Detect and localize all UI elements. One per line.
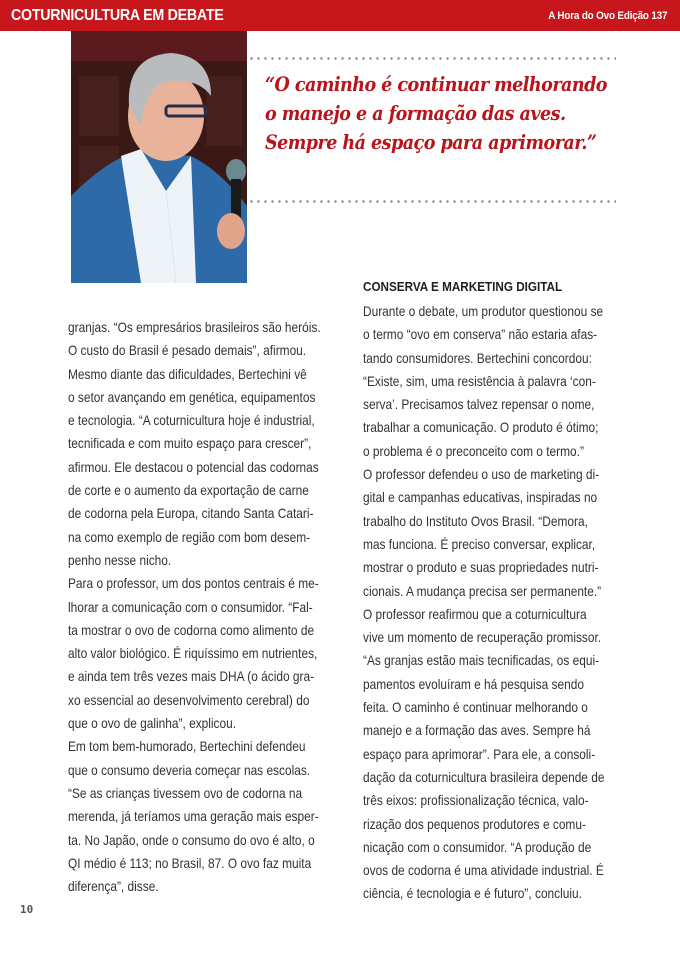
text-line: dação da coturnicultura brasileira depende de [363,768,605,785]
pullquote [265,70,665,157]
text-line: nicação com o consumidor. “A produção de [363,838,592,855]
text-line: trabalhar a comunicação. O produto é ótimo; [363,419,599,436]
text-line: trabalho do Instituto Ovos Brasil. “Demora, [363,512,588,529]
text-line: ovos de codorna é uma atividade industrial. É [363,862,604,879]
text-line: manejo e a formação das aves. Sempre há [363,722,591,739]
text-line: O custo do Brasil é pesado demais”, afirmou. [68,342,307,359]
edition-label: A Hora do Ovo Edição 137 [547,10,667,22]
text-line: mas funciona. É preciso conversar, explicar, [363,535,596,552]
article-right-column [363,300,663,906]
pullquote-line: “O caminho é continuar melhorando [265,73,607,96]
text-line: “As granjas estão mais tecnificadas, os equi- [363,652,600,669]
text-line: o problema é o preconceito com o termo.” [363,442,584,459]
text-line: ta. No Japão, onde o consumo do ovo é alto, o [68,831,315,848]
text-line: “Se as crianças tivessem ovo de codorna na [68,784,303,801]
section-header-bar [0,0,680,31]
text-line: Para o professor, um dos pontos centrais é me- [68,575,319,592]
text-line: afirmou. Ele destacou o potencial das codornas [68,458,319,475]
text-line: Em tom bem-humorado, Bertechini defendeu [68,738,306,755]
text-line: espaço para aprimorar”. Para ele, a consoli- [363,745,596,762]
text-line: Durante o debate, um produtor questionou se [363,303,604,319]
text-line: de corte e o aumento da exportação de carne [68,482,309,499]
text-line: ta mostrar o ovo de codorna como alimento de [68,621,315,638]
text-line: xo essencial ao desenvolvimento cerebral) do [68,691,310,708]
text-line: QI médio é 113; no Brasil, 87. O ovo faz muita [68,854,312,871]
text-line: feita. O caminho é continuar melhorando o [363,699,588,716]
text-line: que o consumo deveria começar nas escolas. [68,761,311,778]
text-line: e tecnologia. “A coturnicultura hoje é industrial, [68,412,315,429]
speaker-photo [71,31,247,283]
text-line: na como exemplo de região com bom desem- [68,528,311,545]
text-line: O professor reafirmou que a coturnicultura [363,605,587,622]
text-line: Mesmo diante das dificuldades, Bertechini vê [68,365,307,382]
page-number: 10 [20,903,34,916]
text-line: lhorar a comunicação com o consumidor. “Fal- [68,598,313,615]
pullquote-line: o manejo e a formação das aves. [265,102,566,125]
text-line: granjas. “Os empresários brasileiros são heróis. [68,319,321,335]
text-line: gital e campanhas educativas, inspiradas no [363,489,598,506]
text-line: pamentos evoluíram e há pesquisa sendo [363,675,584,692]
text-line: três eixos: profissionalização técnica, valo- [363,792,589,809]
pullquote-top-divider [248,57,616,60]
text-line: ciência, é tecnologia e é futuro”, concluiu. [363,885,582,902]
pullquote-bottom-divider [248,200,616,203]
text-line: penho nesse nicho. [68,551,172,568]
text-line: vive um momento de recuperação promissor. [363,629,602,646]
text-line: alto valor biológico. É riquíssimo em nutrientes, [68,645,318,662]
text-line: rização dos pequenos produtores e comu- [363,815,586,832]
text-line: merenda, já teríamos uma geração mais esper- [68,808,319,825]
text-line: diferença”, disse. [68,878,159,895]
text-line: o setor avançando em genética, equipamentos [68,388,316,405]
text-line: serva’. Precisamos talvez repensar o nome, [363,396,595,413]
speaker-photo-illustration [71,31,247,283]
article-left-column [68,316,368,898]
section-title: COTURNICULTURA EM DEBATE [11,7,224,24]
text-line: tecnificada e com muito espaço para crescer”, [68,435,312,452]
text-line: e ainda tem três vezes mais DHA (o ácido gra- [68,668,315,685]
text-line: tando consumidores. Bertechini concordou: [363,349,592,366]
text-line: “Existe, sim, uma resistência à palavra ‘con- [363,372,596,389]
section-subheading: CONSERVA E MARKETING DIGITAL [363,279,563,294]
text-line: que o ovo de galinha”, explicou. [68,715,237,732]
text-line: mostrar o produto e suas propriedades nutri- [363,559,599,576]
pullquote-line: Sempre há espaço para aprimorar.” [265,131,597,154]
text-line: cionais. A mudança precisa ser permanente.” [363,582,602,599]
text-line: o termo “ovo em conserva” não estaria afas- [363,326,598,343]
text-line: O professor defendeu o uso de marketing di- [363,466,600,483]
text-line: de codorna pela Europa, citando Santa Catari- [68,505,314,522]
